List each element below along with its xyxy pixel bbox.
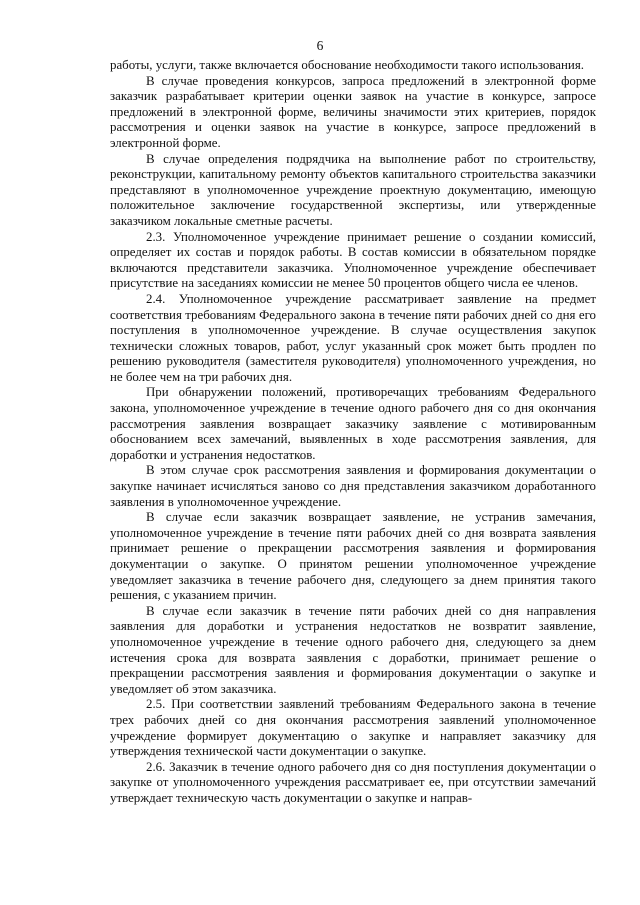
paragraph-11: 2.6. Заказчик в течение одного рабочего дня со дня поступления документации о закупке от уполномоченного учреждения рассматривает ее, при отсутствии замечаний утверждает техническую часть документации о закупке и направ- [110, 759, 596, 805]
page-number: 6 [316, 38, 324, 53]
paragraph-5: 2.4. Уполномоченное учреждение рассматривает заявление на предмет соответствия требованиям Федерального закона в течение пяти рабочих дней со дня его поступления в уполномоченное учреждение. В случае осуществления закупок технически сложных товаров, работ, услуг указанный срок может быть продлен по решению руководителя (заместителя руководителя) уполномоченного учреждения, но не более чем на три рабочих дня. [110, 291, 596, 384]
paragraph-9: В случае если заказчик в течение пяти рабочих дней со дня направления заявления для доработки и устранения недостатков не возвратит заявление, уполномоченное учреждение в течение одного рабочего дня, следующего за днем истечения срока для возврата заявления с доработки, принимает решение о прекращении рассмотрения заявления и формирования документации о закупке и уведомляет об этом заказчика. [110, 603, 596, 696]
paragraph-2: В случае проведения конкурсов, запроса предложений в электронной форме заказчик разрабатывает критерии оценки заявок на участие в конкурсе, запросе предложений в электронной форме, величины значимости этих критериев, порядок рассмотрения и оценки заявок на участие в конкурсе, запросе предложений в электронной форме. [110, 73, 596, 150]
paragraph-1: работы, услуги, также включается обоснование необходимости такого использования. [110, 58, 584, 72]
document-body [110, 58, 596, 807]
paragraph-10: 2.5. При соответствии заявлений требованиям Федерального закона в течение трех рабочих дней со дня окончания рассмотрения заявлений уполномоченное учреждение формирует документацию о закупке и направляет заказчику для утверждения технической части документации о закупке. [110, 697, 596, 759]
paragraph-6: При обнаружении положений, противоречащих требованиям Федерального закона, уполномоченное учреждение в течение одного рабочего дня со дня окончания рассмотрения заявления возвращает заказчику заявление с мотивированным обоснованием всех замечаний, выявленных в ходе рассмотрения заявления, для доработки и устранения недостатков. [110, 385, 596, 462]
paragraph-7: В этом случае срок рассмотрения заявления и формирования документации о закупке начинает исчисляться заново со дня представления заказчиком доработанного заявления в уполномоченное учреждение. [110, 463, 596, 509]
paragraph-4: 2.3. Уполномоченное учреждение принимает решение о создании комиссий, определяет их состав и порядок работы. В состав комиссии в обязательном порядке включаются представители заказчика. Уполномоченное учреждение обеспечивает присутствие на заседаниях комиссии не менее 50 процентов общего числа ее членов. [110, 229, 596, 291]
paragraph-3: В случае определения подрядчика на выполнение работ по строительству, реконструкции, капитальному ремонту объектов капитального строительства заказчики представляют в уполномоченное учреждение проектную документацию, имеющую положительное заключение государственной экспертизы, или утвержденные заказчиком локальные сметные расчеты. [110, 151, 596, 228]
paragraph-8: В случае если заказчик возвращает заявление, не устранив замечания, уполномоченное учреждение в течение пяти рабочих дней со дня возврата заявления принимает решение о прекращении рассмотрения заявления и формирования документации о закупке. О принятом решении уполномоченное учреждение уведомляет заказчика в течение рабочего дня, следующего за днем принятия такого решения, с указанием причин. [110, 510, 596, 603]
